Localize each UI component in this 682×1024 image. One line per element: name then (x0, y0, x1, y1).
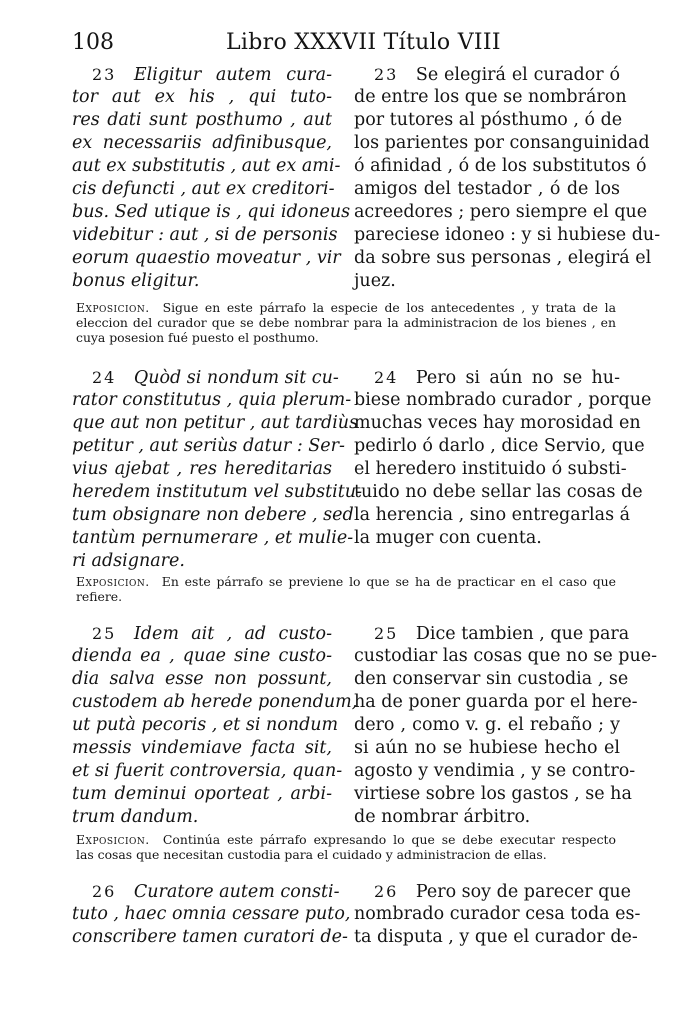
spanish-line (354, 389, 652, 412)
paragraph-number: 24 (374, 368, 399, 387)
exposicion-line (76, 847, 616, 862)
latin-line (72, 903, 351, 926)
latin-line (72, 806, 332, 829)
paragraph-number: 26 (374, 882, 399, 901)
line-text: virtiese sobre los gastos , se ha (354, 784, 632, 804)
line-text: si aún no se hubiese hecho el (354, 738, 620, 758)
latin-column (72, 63, 351, 293)
line-text: tuido no debe sellar las cosas de (354, 482, 643, 502)
spanish-line (354, 880, 632, 903)
latin-line (72, 201, 351, 224)
latin-line (72, 132, 332, 155)
line-text: agosto y vendimia , y se contro- (354, 761, 636, 781)
line-text: videbitur : aut , si de personis (72, 225, 338, 245)
exposicion-note (76, 832, 616, 862)
latin-line (72, 880, 340, 903)
line-text: nombrado curador cesa toda es- (354, 904, 641, 924)
latin-line (72, 668, 332, 691)
line-text: acreedores ; pero siempre el que (354, 202, 648, 222)
latin-line (72, 926, 348, 949)
line-text: bus. Sed utique is , qui idoneus (72, 202, 351, 222)
spanish-line (354, 63, 620, 86)
line-text: pedirlo ó darlo , dice Servio, que (354, 436, 645, 456)
paragraph-number: 25 (374, 624, 399, 643)
line-text: de entre los que se nombráron (354, 87, 627, 107)
spanish-line (354, 435, 645, 458)
exposicion-text: En este párrafo se previene lo que se ha de practicar en el caso que (161, 574, 616, 589)
line-text: la herencia , sino entregarlas á (354, 505, 631, 525)
spanish-line (354, 412, 641, 435)
paragraph-number: 23 (92, 65, 117, 84)
line-text: tor aut ex his , qui tuto- (72, 87, 332, 107)
page-header (72, 30, 620, 64)
spanish-line (354, 691, 638, 714)
spanish-column (354, 622, 658, 829)
exposicion-text: eleccion del curador que se debe nombrar para la administracion de los bienes , en (76, 315, 616, 330)
line-text: custodiar las cosas que no se pue- (354, 646, 658, 666)
line-text: tum obsignare non debere , sed (72, 505, 354, 525)
latin-line (72, 412, 359, 435)
latin-line (72, 435, 345, 458)
line-text: de nombrar árbitro. (354, 807, 531, 827)
line-text: tum deminui oporteat , arbi- (72, 784, 332, 804)
latin-line (72, 783, 332, 806)
latin-line (72, 109, 332, 132)
exposicion-line (76, 330, 616, 345)
spanish-line (354, 270, 620, 293)
line-text: por tutores al pósthumo , ó de (354, 110, 623, 130)
line-text: Dice tambien , que para (415, 624, 630, 644)
spanish-line (354, 366, 620, 389)
page-number: 108 (72, 30, 114, 55)
exposicion-label: Exposicion. (76, 574, 150, 589)
paragraph-number: 23 (374, 65, 399, 84)
latin-line (72, 481, 362, 504)
spanish-line (354, 109, 623, 132)
spanish-line (354, 926, 638, 949)
line-text: Pero soy de parecer que (415, 882, 632, 902)
spanish-line (354, 714, 620, 737)
latin-line (72, 737, 332, 760)
exposicion-text: cuya posesion fué puesto el posthumo. (76, 330, 319, 345)
latin-line (72, 366, 339, 389)
line-text: que aut non petitur , aut tardiùs (72, 413, 359, 433)
exposicion-line (76, 832, 616, 847)
spanish-line (354, 737, 620, 760)
spanish-line (354, 622, 630, 645)
line-text: dia salva esse non possunt, (72, 669, 332, 689)
exposicion-text: las cosas que necesitan custodia para el cuidado y administracion de ellas. (76, 847, 547, 862)
line-text: eorum quaestio moveatur , vir (72, 248, 341, 268)
latin-line (72, 714, 339, 737)
spanish-column (354, 63, 661, 293)
latin-line (72, 270, 332, 293)
line-text: ri adsignare. (72, 551, 185, 571)
line-text: messis vindemiave facta sit, (72, 738, 332, 758)
spanish-line (354, 481, 643, 504)
spanish-line (354, 247, 652, 270)
line-text: dero , como v. g. el rebaño ; y (354, 715, 620, 735)
latin-column (72, 366, 362, 573)
line-text: Quòd si nondum sit cu- (133, 368, 339, 388)
line-text: juez. (354, 271, 396, 291)
spanish-line (354, 504, 631, 527)
exposicion-label: Exposicion. (76, 832, 150, 847)
line-text: heredem institutum vel substitu- (72, 482, 362, 502)
line-text: custodem ab herede ponendum, (72, 692, 358, 712)
exposicion-text: Continúa este párrafo expresando lo que se debe executar respecto (162, 832, 616, 847)
latin-line (72, 155, 341, 178)
latin-line (72, 247, 341, 270)
latin-line (72, 760, 343, 783)
line-text: los parientes por consanguinidad (354, 133, 650, 153)
line-text: amigos del testador , ó de los (354, 179, 620, 199)
line-text: ta disputa , y que el curador de- (354, 927, 638, 947)
exposicion-note (76, 574, 616, 604)
line-text: den conservar sin custodia , se (354, 669, 629, 689)
spanish-line (354, 155, 647, 178)
spanish-line (354, 903, 641, 926)
latin-line (72, 691, 358, 714)
exposicion-line (76, 574, 616, 589)
exposicion-note (76, 300, 616, 345)
latin-line (72, 458, 332, 481)
spanish-column (354, 880, 641, 949)
line-text: el heredero instituido ó substi- (354, 459, 627, 479)
spanish-line (354, 86, 627, 109)
line-text: vius ajebat , res hereditarias (72, 459, 332, 479)
line-text: aut ex substitutis , aut ex ami- (72, 156, 341, 176)
line-text: ex necessariis adfinibusque, (72, 133, 332, 153)
line-text: res dati sunt posthumo , aut (72, 110, 332, 130)
spanish-line (354, 224, 661, 247)
latin-column (72, 880, 351, 949)
latin-line (72, 86, 332, 109)
exposicion-label: Exposicion. (76, 300, 150, 315)
line-text: trum dandum. (72, 807, 199, 827)
exposicion-text: Sigue en este párrafo la especie de los antecedentes , y trata de la (162, 300, 616, 315)
spanish-line (354, 645, 658, 668)
line-text: tuto , haec omnia cessare puto, (72, 904, 351, 924)
exposicion-line (76, 589, 616, 604)
exposicion-line (76, 300, 616, 315)
line-text: ó afinidad , ó de los substitutos ó (354, 156, 647, 176)
latin-line (72, 224, 338, 247)
latin-column (72, 622, 358, 829)
latin-line (72, 389, 352, 412)
line-text: Idem ait , ad custo- (133, 624, 332, 644)
spanish-line (354, 668, 629, 691)
paragraph-number: 25 (92, 624, 117, 643)
line-text: petitur , aut seriùs datur : Ser- (72, 436, 345, 456)
line-text: cis defuncti , aut ex creditori- (72, 179, 335, 199)
line-text: Se elegirá el curador ó (415, 65, 620, 85)
spanish-line (354, 458, 627, 481)
spanish-line (354, 178, 620, 201)
line-text: Curatore autem consti- (133, 882, 340, 902)
paragraph-number: 26 (92, 882, 117, 901)
spanish-line (354, 201, 648, 224)
line-text: et si fuerit controversia, quan- (72, 761, 343, 781)
line-text: pareciese idoneo : y si hubiese du- (354, 225, 661, 245)
line-text: dienda ea , quae sine custo- (72, 646, 332, 666)
latin-line (72, 622, 332, 645)
line-text: la muger con cuenta. (354, 528, 542, 548)
latin-line (72, 63, 332, 86)
line-text: da sobre sus personas , elegirá el (354, 248, 652, 268)
line-text: Pero si aún no se hu- (415, 368, 620, 388)
latin-line (72, 645, 332, 668)
latin-line (72, 550, 332, 573)
exposicion-text: refiere. (76, 589, 123, 604)
paragraph-number: 24 (92, 368, 117, 387)
line-text: biese nombrado curador , porque (354, 390, 652, 410)
line-text: tantùm pernumerare , et mulie- (72, 528, 354, 548)
latin-line (72, 504, 354, 527)
running-title: Libro XXXVII Título VIII (226, 30, 501, 55)
latin-line (72, 527, 354, 550)
line-text: rator constitutus , quia plerum- (72, 390, 352, 410)
exposicion-line (76, 315, 616, 330)
spanish-column (354, 366, 652, 550)
spanish-line (354, 806, 620, 829)
spanish-line (354, 132, 650, 155)
spanish-line (354, 527, 620, 550)
spanish-line (354, 783, 632, 806)
line-text: conscribere tamen curatori de- (72, 927, 348, 947)
latin-line (72, 178, 335, 201)
line-text: bonus eligitur. (72, 271, 200, 291)
line-text: muchas veces hay morosidad en (354, 413, 641, 433)
line-text: ut putà pecoris , et si nondum (72, 715, 339, 735)
spanish-line (354, 760, 636, 783)
line-text: Eligitur autem cura- (133, 65, 332, 85)
line-text: ha de poner guarda por el here- (354, 692, 638, 712)
